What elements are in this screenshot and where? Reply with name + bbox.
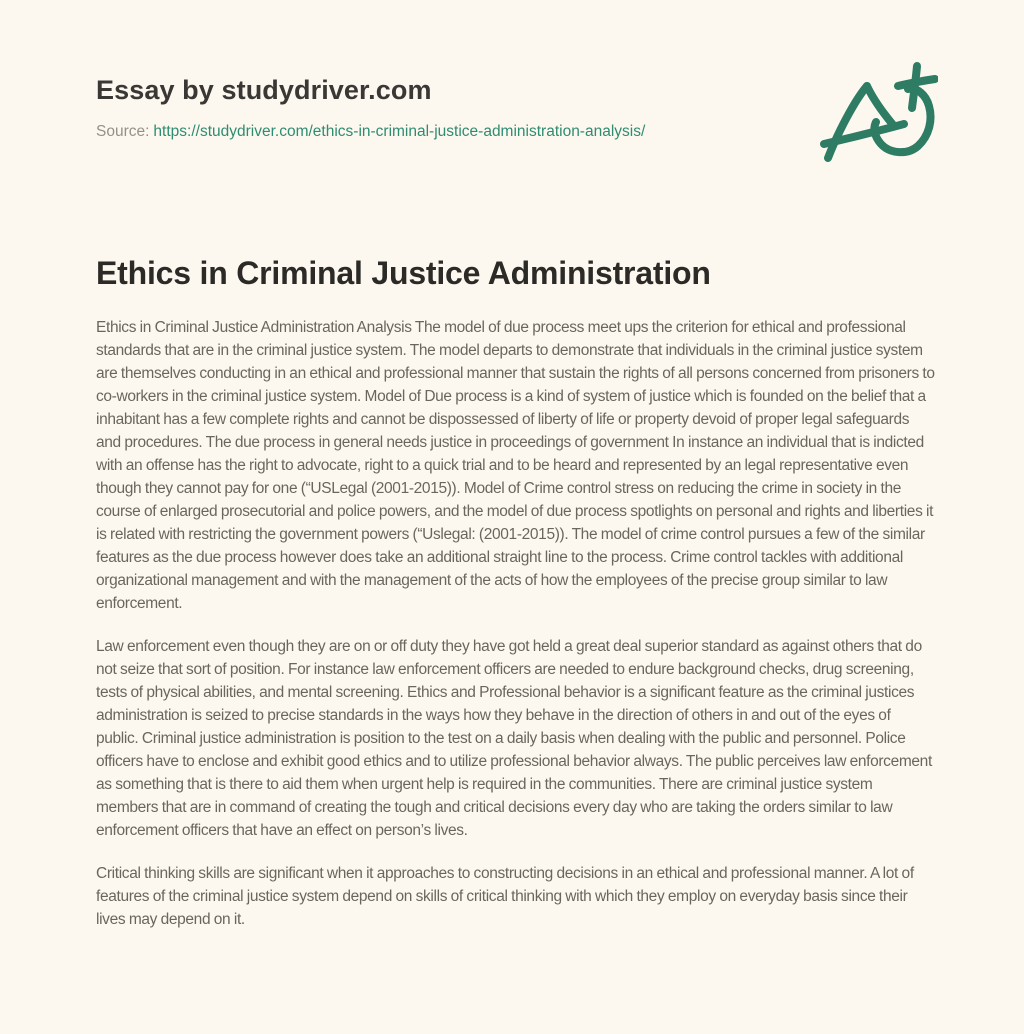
essay-paragraph: Ethics in Criminal Justice Administration Analysis The model of due process meet ups the criterion for ethical and professional standards that are in the criminal justice system. The model departs to demonstrate that individuals in the criminal justice system are themselves conducting in an ethical and professional manner that sustain the rights of all persons concerned from prisoners to co-workers in the criminal justice system. Model of Due process is a kind of system of justice which is founded on the belief that a inhabitant has a few complete rights and cannot be dispossessed of liberty of life or property devoid of proper legal safeguards and procedures. The due process in general needs justice in proceedings of government In instance an individual that is indicted with an offense has the right to advocate, right to a quick trial and to be heard and represented by an legal representative even though they cannot pay for one (“USLegal (2001-2015)). Model of Crime control stress on reducing the crime in society in the course of enlarged prosecutorial and police powers, and the model of due process spotlights on personal and rights and liberties it is related with restricting the government powers (“Uslegal: (2001-2015)). The model of crime control pursues a few of the similar features as the due process however does take an additional straight line to the process. Crime control tackles with additional organizational management and with the management of the acts of how the employees of the precise group similar to law enforcement. [96,319,935,612]
source-link[interactable]: https://studydriver.com/ethics-in-criminal-justice-administration-analysis/ [153,123,646,140]
essay-title: Ethics in Criminal Justice Administration [96,255,711,291]
essay-body [96,142,936,931]
essay-paragraph: Law enforcement even though they are on or off duty they have got held a great deal superior standard as against others that do not seize that sort of position. For instance law enforcement officers are needed to endure background checks, drug screening, tests of physical abilities, and mental screening. Ethics and Professional behavior is a significant feature as the criminal justices administration is seized to precise standards in the ways how they behave in the direction of others in and out of the eyes of public. Criminal justice administration is position to the test on a daily basis when dealing with the public and personnel. Police officers have to enclose and exhibit good ethics and to utilize professional behavior always. The public perceives law enforcement as something that is there to aid them when urgent help is required in the communities. There are criminal justice system members that are in command of creating the tough and critical decisions every day who are taking the orders similar to law enforcement officers that have an effect on person’s lives. [96,638,932,839]
document-sheet [96,0,936,951]
essay-paragraph: Critical thinking skills are significant when it approaches to constructing decisions in an ethical and professional manner. A lot of features of the criminal justice system depend on skills of critical thinking with which they employ on everyday basis since their lives may depend on it. [96,865,914,928]
source-row [96,122,936,142]
essay-paragraphs [96,316,936,931]
essay-byline: Essay by studydriver.com [96,75,432,105]
source-label: Source: [96,123,150,140]
document-header [96,0,936,142]
